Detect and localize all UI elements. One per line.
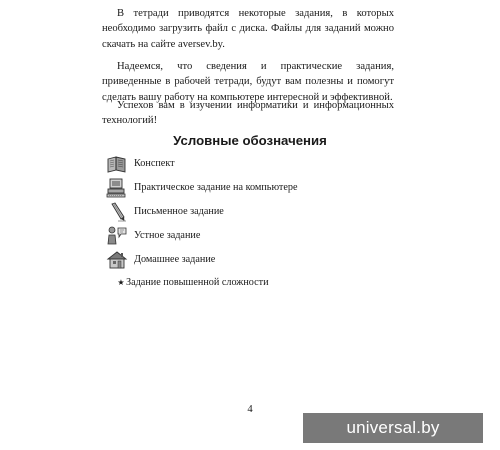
star-icon: ★ [117,278,125,287]
legend-label: Письменное задание [134,206,224,217]
legend-label: Домашнее задание [134,254,216,265]
intro-paragraph-3: Успехов вам в изучении информатики и информационных технологий! [102,100,394,127]
legend-title: Условные обозначения [173,133,327,148]
legend-label: Практическое задание на компьютере [134,182,298,193]
pen-icon [106,202,128,222]
book-icon [106,154,128,174]
speaking-person-icon [106,226,128,246]
page-number: 4 [247,404,253,415]
legend-label: Конспект [134,158,175,169]
intro-paragraph-1: В тетради приводятся некоторые задания, в которых необходимо загрузить файл с диска. Файлы для заданий можно скачать на сайте aversev.by. [102,8,394,50]
computer-icon [106,178,128,198]
legend-label: Устное задание [134,230,201,241]
watermark: universal.by [303,413,483,443]
legend-label: Задание повышенной сложности [126,277,269,288]
house-icon [106,250,128,270]
intro-paragraph-2: Надеемся, что сведения и практические задания, приведенные в рабочей тетради, будут вам полезны и помогут сделать вашу работу на компьютере интересной и эффективной. [102,61,394,103]
